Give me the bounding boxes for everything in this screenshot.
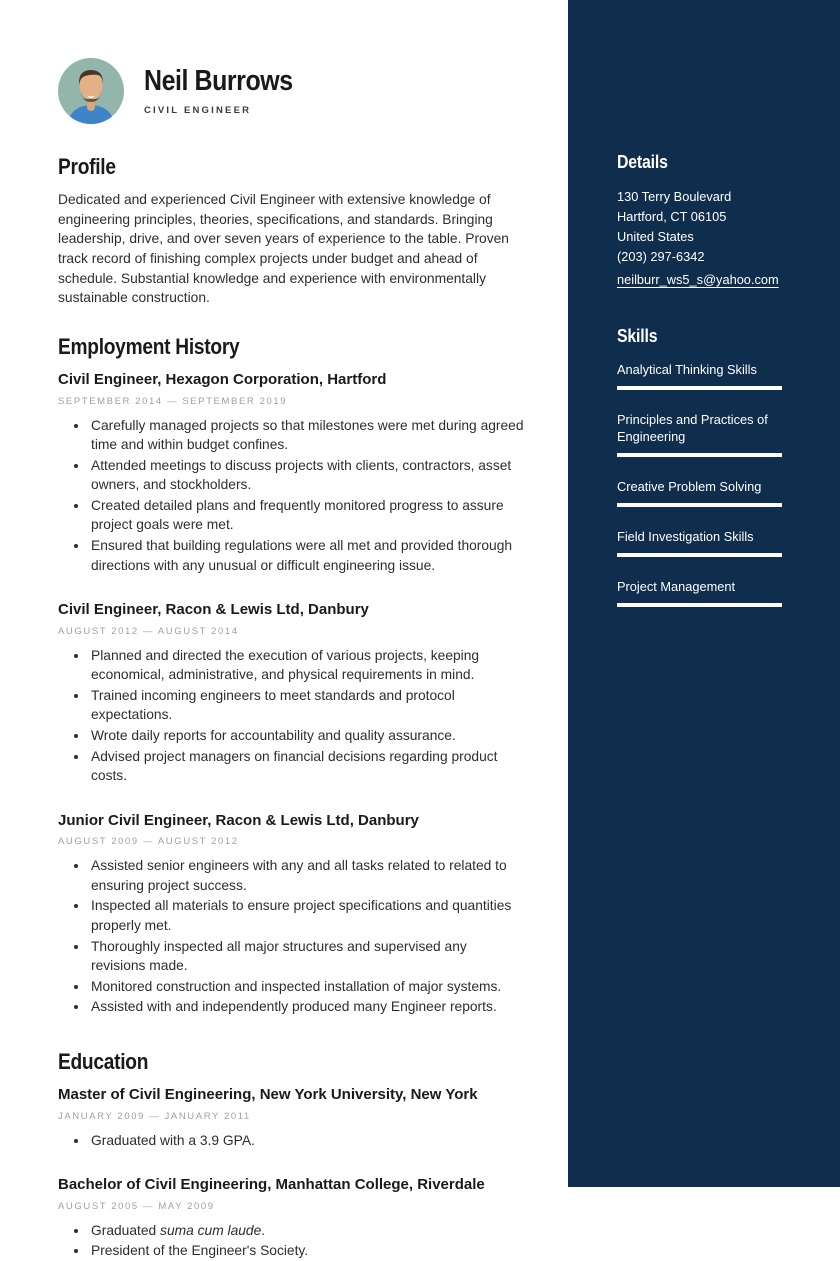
profile-text: Dedicated and experienced Civil Engineer with extensive knowledge of engineering principles, theories, specifications, and standards. Bringing leadership, drive, and over seven years of experience to the table. Proven track record of finishing complex projects under budget and ahead of schedule. Substantial knowledge and experience with environmentally sustainable construction. xyxy=(58,192,509,306)
bullet-point: • Ensured that building regulations were all met and provided thorough directions with any unusual or difficult engineering issue. xyxy=(89,536,524,575)
entry-bullets xyxy=(58,416,524,576)
entry-title: Master of Civil Engineering, New York University, New York xyxy=(58,1086,478,1104)
bullet-point: • Inspected all materials to ensure project specifications and quantities properly met. xyxy=(89,896,524,935)
skill-label: Field Investigation Skills xyxy=(617,529,754,544)
skills-heading: Skills xyxy=(617,326,658,346)
skill-bar-track xyxy=(617,453,782,457)
details-section xyxy=(617,152,782,290)
bullet-point: • Assisted with and independently produced many Engineer reports. xyxy=(89,997,524,1017)
resume-header xyxy=(58,58,524,124)
profile-heading: Profile xyxy=(58,154,116,179)
schools-list xyxy=(58,1085,524,1261)
header-text xyxy=(144,66,317,116)
candidate-name: Neil Burrows xyxy=(144,65,293,98)
skill-item xyxy=(617,361,782,390)
entry-dates: AUGUST 2009 — AUGUST 2012 xyxy=(58,836,239,848)
skill-item xyxy=(617,411,782,457)
bullet-point: • Carefully managed projects so that milestones were met during agreed time and within budget confines. xyxy=(89,416,524,455)
skill-bar-track xyxy=(617,503,782,507)
bullet-point: • Advised project managers on financial decisions regarding product costs. xyxy=(89,747,524,786)
entry-bullets xyxy=(58,1131,524,1151)
detail-line: United States xyxy=(617,229,694,244)
bullet-point: • Graduated suma cum laude. xyxy=(89,1221,524,1241)
entry-title: Civil Engineer, Racon & Lewis Ltd, Danbury xyxy=(58,601,369,619)
jobs-list xyxy=(58,370,524,1017)
details-lines xyxy=(617,187,782,267)
entry-dates: JANUARY 2009 — JANUARY 2011 xyxy=(58,1110,251,1122)
skill-item xyxy=(617,478,782,507)
education-heading: Education xyxy=(58,1048,149,1074)
entry-bullets xyxy=(58,646,524,786)
bullet-point: • Trained incoming engineers to meet standards and protocol expectations. xyxy=(89,686,524,725)
bullet-point: • Monitored construction and inspected installation of major systems. xyxy=(89,977,524,997)
candidate-job-title: CIVIL ENGINEER xyxy=(144,104,252,116)
skills-list xyxy=(617,361,782,607)
sidebar xyxy=(568,0,840,1187)
detail-line: 130 Terry Boulevard xyxy=(617,189,732,204)
email-link[interactable]: neilburr_ws5_s@yahoo.com xyxy=(617,272,779,287)
entry-title: Civil Engineer, Hexagon Corporation, Hartford xyxy=(58,371,387,389)
bullet-point: • Wrote daily reports for accountability and quality assurance. xyxy=(89,726,524,746)
entry-title: Junior Civil Engineer, Racon & Lewis Ltd, Danbury xyxy=(58,811,419,829)
entry-dates: AUGUST 2012 — AUGUST 2014 xyxy=(58,625,239,637)
skill-label: Principles and Practices of Engineering xyxy=(617,412,768,444)
entry-bullets xyxy=(58,856,524,1017)
skills-section xyxy=(617,326,782,607)
employment-section xyxy=(58,334,524,1017)
employment-heading: Employment History xyxy=(58,333,240,359)
bullet-point: • President of the Engineer's Society. xyxy=(89,1241,524,1261)
avatar-illustration xyxy=(58,58,124,124)
skill-bar-track xyxy=(617,603,782,607)
bullet-point: • Thoroughly inspected all major structures and supervised any revisions made. xyxy=(89,937,524,976)
skill-item xyxy=(617,578,782,607)
resume-entry xyxy=(58,1085,524,1150)
skill-bar-fill xyxy=(617,603,782,607)
skill-bar-fill xyxy=(617,453,782,457)
entry-title: Bachelor of Civil Engineering, Manhattan College, Riverdale xyxy=(58,1176,485,1194)
skill-bar-fill xyxy=(617,553,782,557)
details-heading: Details xyxy=(617,152,668,172)
bullet-point: • Attended meetings to discuss projects with clients, contractors, asset owners, and stockholders. xyxy=(89,456,524,495)
detail-line: (203) 297-6342 xyxy=(617,249,705,264)
bullet-point: • Planned and directed the execution of various projects, keeping economical, administrative, and physical requirements in mind. xyxy=(89,646,524,685)
entry-dates: AUGUST 2005 — MAY 2009 xyxy=(58,1200,215,1212)
skill-bar-track xyxy=(617,386,782,390)
skill-label: Creative Problem Solving xyxy=(617,479,762,494)
resume-entry xyxy=(58,600,524,786)
detail-line: Hartford, CT 06105 xyxy=(617,209,727,224)
skill-label: Project Management xyxy=(617,579,736,594)
profile-photo xyxy=(58,58,124,124)
skill-bar-fill xyxy=(617,386,782,390)
skill-bar-track xyxy=(617,553,782,557)
bullet-point: • Graduated with a 3.9 GPA. xyxy=(89,1131,524,1151)
bullet-point: • Assisted senior engineers with any and all tasks related to related to ensuring project success. xyxy=(89,856,524,895)
skill-bar-fill xyxy=(617,503,782,507)
entry-bullets xyxy=(58,1221,524,1261)
resume-entry xyxy=(58,1175,524,1261)
bullet-point: • Created detailed plans and frequently monitored progress to assure project goals were met. xyxy=(89,496,524,535)
skill-item xyxy=(617,528,782,557)
education-section xyxy=(58,1049,524,1261)
profile-section xyxy=(58,154,524,308)
resume-entry xyxy=(58,370,524,575)
resume-entry xyxy=(58,811,524,1017)
entry-dates: SEPTEMBER 2014 — SEPTEMBER 2019 xyxy=(58,395,288,407)
skill-label: Analytical Thinking Skills xyxy=(617,362,757,377)
